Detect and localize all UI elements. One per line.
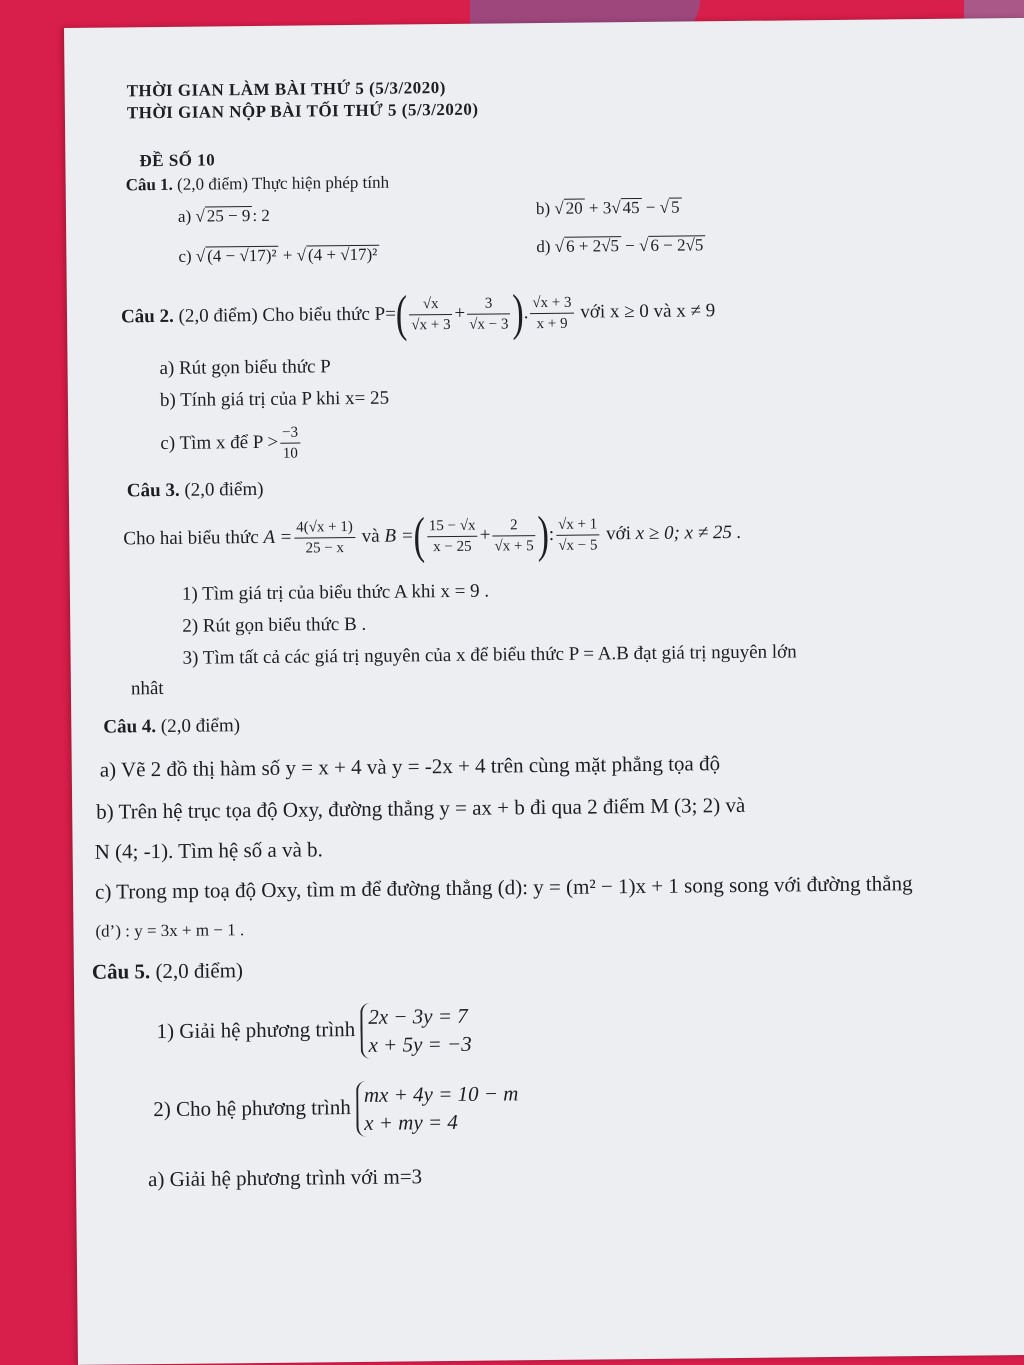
- q2-item-b: b) Tính giá trị của P khi x= 25: [159, 387, 390, 412]
- exam-number: ĐỀ SỐ 10: [139, 150, 216, 171]
- header-line-1: THỜI GIAN LÀM BÀI THỨ 5 (5/3/2020): [126, 78, 446, 101]
- q3-b-f3-den: √x − 5: [558, 537, 598, 554]
- paren-open: (: [413, 508, 426, 565]
- q1-part-b: b) √ 20 + 3√ 45 − √ 5: [535, 197, 680, 219]
- q5-item-2: [153, 1073, 519, 1141]
- q3-b-f1-den: x − 25: [433, 538, 472, 556]
- header-line-2: THỜI GIAN NỘP BÀI TỐI THỨ 5 (5/3/2020): [126, 99, 479, 123]
- q1-c-radicand-2: (4 + √17)²: [307, 244, 378, 265]
- q2-plus: +: [454, 302, 466, 324]
- q3-item-1: 1) Tìm giá trị của biểu thức A khi x = 9 .: [181, 580, 490, 605]
- q2-fraction-1: [409, 294, 453, 335]
- paren-close: ): [537, 507, 550, 563]
- q3-b-colon: :: [548, 523, 555, 545]
- q2-fraction-2: [467, 293, 511, 334]
- q2-heading: [121, 285, 716, 343]
- q4-title: Câu 4.: [103, 716, 157, 738]
- q2-f2-num: 3: [467, 293, 510, 314]
- q2-f2-den: √x − 3: [469, 316, 509, 333]
- q1-c-label: c): [178, 246, 192, 266]
- q3-b-f2-den: √x + 5: [494, 538, 534, 555]
- q1-heading: [126, 171, 390, 198]
- q3-condition: x ≥ 0; x ≠ 25 .: [635, 521, 742, 545]
- q1-b-radicand-2: 45: [622, 197, 640, 218]
- q3-b-fraction-3: [556, 515, 600, 556]
- q3-and: và: [361, 525, 380, 547]
- q3-expressions: [123, 505, 742, 567]
- q1-c-radicand-1: (4 − √17)²: [207, 245, 277, 266]
- q1-b-radicand-1: 20: [565, 198, 583, 218]
- q1-a-tail: : 2: [252, 205, 270, 226]
- q1-a-label: a): [177, 206, 192, 226]
- q3-b-eq: B =: [384, 525, 414, 547]
- q1-d-minus: −: [620, 235, 640, 256]
- q2-title: Câu 2.: [120, 305, 174, 328]
- q4-item-c-cont: (d’) : y = 3x + m − 1 .: [95, 920, 245, 941]
- q5-item-a: a) Giải hệ phương trình với m=3: [147, 1164, 423, 1192]
- q4-item-b-cont: N (4; -1). Tìm hệ số a và b.: [94, 837, 323, 864]
- q1-d-radicand-1: 6 + 2√5: [565, 236, 620, 256]
- q4-item-c: c) Trong mp toạ độ Oxy, tìm m để đường thẳng (d): y = (m² − 1)x + 1 song song với đường thẳng: [94, 871, 913, 904]
- q2-f3-num: √x + 3: [530, 293, 573, 314]
- q2-c-lead: c) Tìm x để P >: [160, 431, 279, 455]
- q3-a-fraction: [294, 517, 355, 559]
- q1-b-label: b): [535, 198, 551, 219]
- q3-b-fraction-1: [427, 516, 478, 558]
- q1-a-radicand: 25 − 9: [206, 206, 251, 226]
- q5-i2-lead: 2) Cho hệ phương trình: [153, 1095, 351, 1122]
- q1-part-d: d) √ 6 + 2√5 − √ 6 − 2√5: [536, 235, 704, 257]
- q2-dot: .: [523, 302, 529, 324]
- q3-b-plus: +: [479, 524, 491, 546]
- q3-item-3: 3) Tìm tất cả các giá trị nguyên của x để biểu thức P = A.B đạt giá trị nguyên lớn: [182, 641, 797, 669]
- q1-title: Câu 1.: [125, 174, 173, 195]
- q3-b-f1-num: 15 − √x: [427, 516, 478, 538]
- q3-b-f3-num: √x + 1: [556, 515, 599, 536]
- q5-s2-line-2: x + my = 4: [364, 1110, 458, 1136]
- q2-lead: (2,0 điểm) Cho biểu thức P=: [178, 303, 396, 327]
- q3-lead: Cho hai biểu thức: [123, 526, 259, 550]
- q3-title: Câu 3.: [126, 479, 180, 502]
- q4-heading: [103, 714, 240, 739]
- q2-condition: với x ≥ 0 và x ≠ 9: [580, 300, 716, 323]
- q3-a-den: 25 − x: [305, 540, 345, 557]
- q3-item-2: 2) Rút gọn biểu thức B .: [182, 613, 367, 637]
- q2-item-a: a) Rút gọn biểu thức P: [159, 356, 331, 380]
- q3-item-3-cont: nhât: [130, 677, 164, 700]
- q2-c-fraction: [280, 423, 300, 464]
- exam-paper: [64, 18, 1024, 1365]
- q5-points: (2,0 điểm): [155, 958, 244, 984]
- q5-i1-lead: 1) Giải hệ phương trình: [156, 1017, 356, 1044]
- q5-s2-line-1: mx + 4y = 10 − m: [363, 1081, 519, 1108]
- q2-c-den: 10: [282, 445, 298, 462]
- q5-item-1: [156, 996, 472, 1063]
- q2-f3-den: x + 9: [536, 315, 568, 333]
- q1-b-radicand-3: 5: [670, 197, 680, 217]
- q4-item-b: b) Trên hệ trục tọa độ Oxy, đường thẳng y = ax + b đi qua 2 điểm M (3; 2) và: [96, 792, 746, 824]
- q5-s1-line-1: 2x − 3y = 7: [368, 1004, 468, 1030]
- q2-f1-den: √x + 3: [411, 317, 451, 334]
- q1-part-a: a) √ 25 − 9 : 2: [177, 205, 270, 226]
- q1-d-label: d): [536, 236, 551, 257]
- q1-part-c: c) √ (4 − √17)² + √ (4 + √17)²: [178, 244, 378, 266]
- q1-d-radicand-2: 6 − 2√5: [650, 235, 704, 255]
- q2-item-c: [160, 420, 302, 467]
- q3-heading: [127, 478, 264, 503]
- paren-open: (: [395, 286, 408, 343]
- q5-s1-line-2: x + 5y = −3: [368, 1031, 472, 1058]
- q5-title: Câu 5.: [91, 959, 151, 984]
- q3-b-fraction-2: [492, 515, 536, 556]
- q5-heading: [92, 958, 243, 984]
- paren-close: ): [512, 285, 524, 341]
- q3-a-eq: A =: [263, 526, 293, 548]
- q3-points: (2,0 điểm): [184, 478, 264, 501]
- q3-b-f2-num: 2: [492, 515, 535, 536]
- q2-f1-num: √x: [409, 294, 452, 315]
- q1-b-mid: + 3: [584, 198, 612, 218]
- q2-c-num: −3: [280, 423, 300, 444]
- q1-points: (2,0 điểm) Thực hiện phép tính: [177, 172, 390, 194]
- q1-c-plus: +: [278, 245, 297, 265]
- q4-item-a: a) Vẽ 2 đồ thị hàm số y = x + 4 và y = -2x + 4 trên cùng mặt phẳng tọa độ: [99, 751, 721, 782]
- q5-system-1: [360, 1002, 472, 1059]
- q5-system-2: [356, 1079, 519, 1137]
- q4-points: (2,0 điểm): [160, 715, 241, 738]
- q2-fraction-3: [530, 293, 574, 334]
- q3-cond-word: với: [605, 523, 632, 545]
- q1-b-minus: −: [641, 197, 660, 217]
- q3-a-num: 4(√x + 1): [294, 517, 355, 539]
